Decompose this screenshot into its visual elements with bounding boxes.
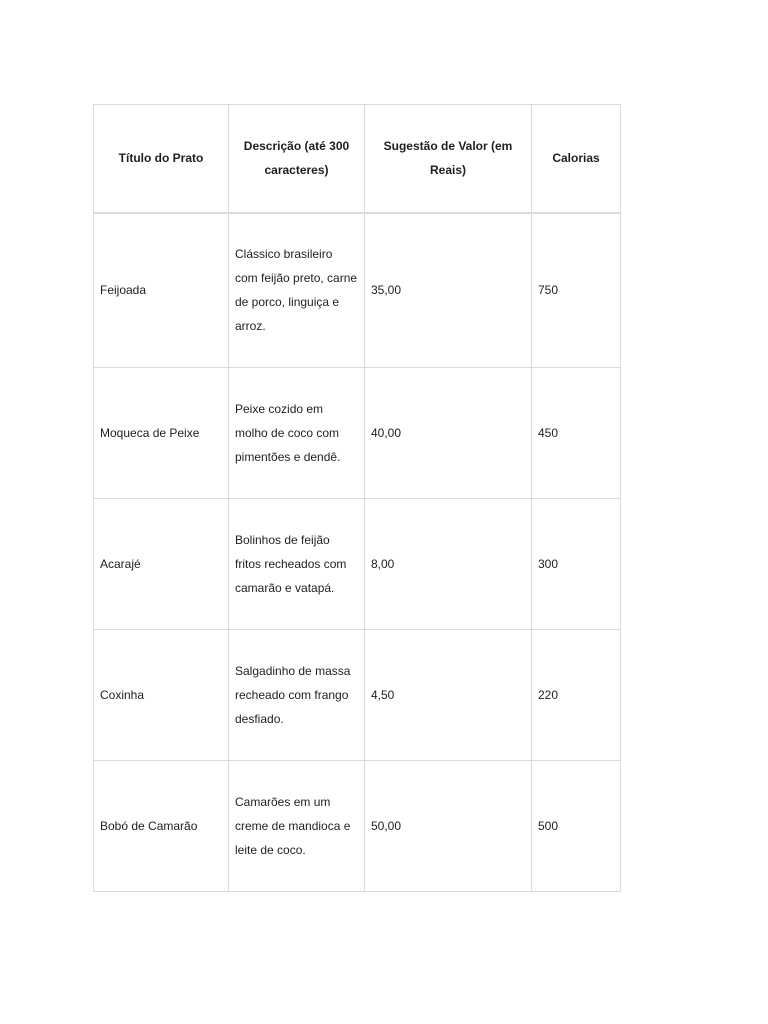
dishes-table (93, 104, 621, 892)
dish-title-cell: Coxinha (94, 630, 229, 761)
dish-title-cell: Moqueca de Peixe (94, 368, 229, 499)
dish-description-cell: Bolinhos de feijão fritos recheados com camarão e vatapá. (229, 499, 365, 630)
header-suggested-price: Sugestão de Valor (em Reais) (365, 105, 532, 213)
table-row (94, 213, 621, 368)
header-dish-title: Título do Prato (94, 105, 229, 213)
dish-price-cell: 4,50 (365, 630, 532, 761)
dish-calories-cell: 220 (532, 630, 621, 761)
dish-description-cell: Peixe cozido em molho de coco com pimentões e dendê. (229, 368, 365, 499)
dish-title-cell: Feijoada (94, 213, 229, 368)
header-calories: Calorias (532, 105, 621, 213)
dish-calories-cell: 500 (532, 761, 621, 892)
dish-title-cell: Bobó de Camarão (94, 761, 229, 892)
dish-calories-cell: 300 (532, 499, 621, 630)
table-row (94, 630, 621, 761)
table-row (94, 761, 621, 892)
dish-price-cell: 40,00 (365, 368, 532, 499)
dish-description-cell: Clássico brasileiro com feijão preto, carne de porco, linguiça e arroz. (229, 213, 365, 368)
dish-title-cell: Acarajé (94, 499, 229, 630)
header-description: Descrição (até 300 caracteres) (229, 105, 365, 213)
dish-description-cell: Camarões em um creme de mandioca e leite de coco. (229, 761, 365, 892)
dish-calories-cell: 750 (532, 213, 621, 368)
dish-price-cell: 8,00 (365, 499, 532, 630)
table-header-row (94, 105, 621, 213)
dish-price-cell: 50,00 (365, 761, 532, 892)
table-row (94, 368, 621, 499)
table-row (94, 499, 621, 630)
dish-calories-cell: 450 (532, 368, 621, 499)
dish-description-cell: Salgadinho de massa recheado com frango desfiado. (229, 630, 365, 761)
dish-price-cell: 35,00 (365, 213, 532, 368)
